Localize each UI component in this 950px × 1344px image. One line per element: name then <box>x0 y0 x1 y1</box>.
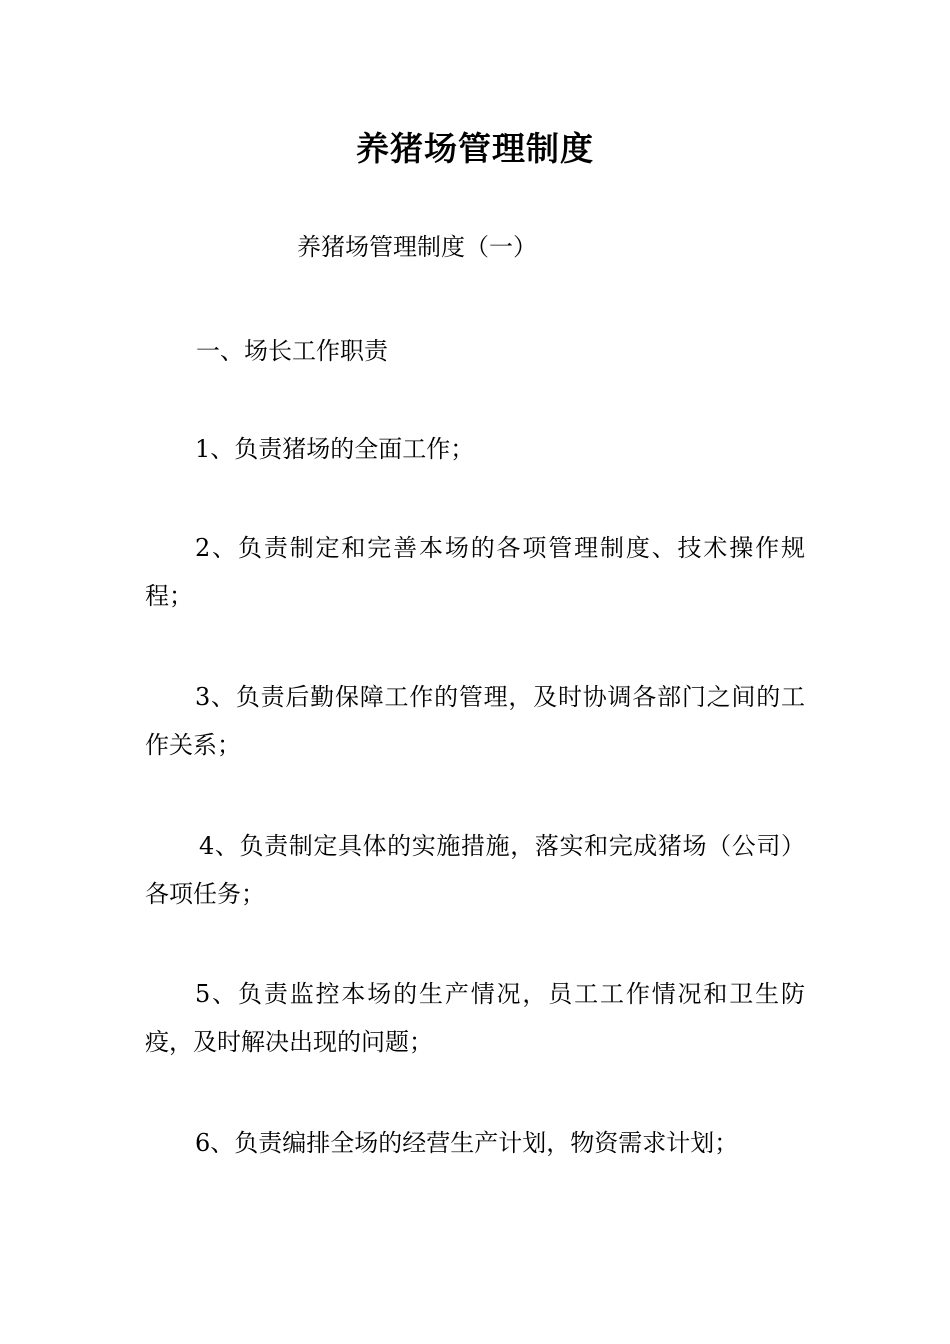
paragraph-3: 3、负责后勤保障工作的管理，及时协调各部门之间的工作关系； <box>145 683 805 759</box>
paragraph-1: 1、负责猪场的全面工作； <box>195 435 475 463</box>
paragraph-2: 2、负责制定和完善本场的各项管理制度、技术操作规程； <box>145 534 805 610</box>
paragraph-6: 6、负责编排全场的经营生产计划，物资需求计划； <box>195 1129 739 1157</box>
paragraph-4: 4、负责制定具体的实施措施，落实和完成猪场（公司）各项任务； <box>145 832 805 908</box>
section-heading: 一、场长工作职责 <box>196 337 388 365</box>
document-subtitle: 养猪场管理制度（一） <box>297 233 537 261</box>
paragraph-5: 5、负责监控本场的生产情况，员工工作情况和卫生防疫，及时解决出现的问题； <box>145 980 805 1056</box>
document-title: 养猪场管理制度 <box>356 129 594 168</box>
